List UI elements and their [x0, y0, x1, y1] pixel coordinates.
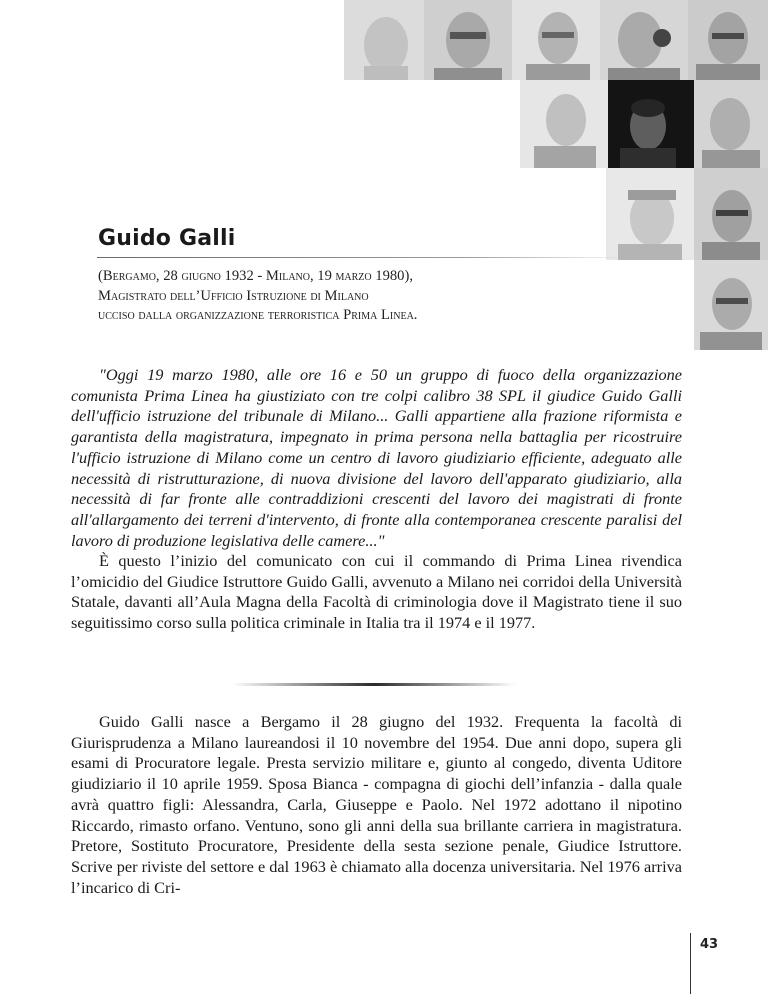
subtitle-line: ucciso dalla organizzazione terroristica Prima Linea. — [98, 307, 418, 323]
title-underline — [97, 257, 617, 258]
quote-block — [71, 365, 682, 551]
quote-text: "Oggi 19 marzo 1980, alle ore 16 e 50 un gruppo di fuoco della organizzazione comunista Prima Linea ha giustiziato con tre colpi calibro 38 SPL il giudice Guido Galli dell'ufficio istruzione del tribunale di Milano... Galli appartiene alla frazione riformista e garantista della magistratura, impegnato in prima persona nella battaglia per ricostruire l'ufficio istruzione di Milano come un centro di lavoro giudiziario efficiente, adeguato alle necessità di ristrutturazione, di nuova divisione del lavoro dell'apparato giudiziario, alla necessità di far fronte alle contraddizioni crescenti del lavoro dei magistrati di fronte all'allargamento dei terreni d'intervento, di fronte alla contemporanea crescente paralisi del lavoro di produzione legislativa delle camere..." — [71, 365, 682, 550]
page-title: Guido Galli — [98, 226, 236, 251]
portrait-photo — [344, 0, 424, 80]
subtitle-line: (Bergamo, 28 giugno 1932 - Milano, 19 marzo 1980), — [98, 268, 413, 284]
intro-paragraph: È questo l’inizio del comunicato con cui il commando di Prima Linea rivendica l’omicidio del Giudice Istruttore Guido Galli, avvenuto a Milano nei corridoi della Università Statale, davanti all’Aula Magna della Facoltà di criminologia dove il Magistrato tiene il suo seguitissimo corso sulla politica criminale in Italia tra il 1974 e il 1977. — [71, 551, 682, 633]
portrait-photo — [520, 80, 608, 168]
portrait-photo — [424, 0, 512, 80]
biography-paragraph: Guido Galli nasce a Bergamo il 28 giugno del 1932. Frequenta la facoltà di Giurisprudenza a Milano laureandosi il 10 novembre del 1954. Due anni dopo, supera gli esami di Procuratore legale. Presta servizio militare e, giunto al congedo, diventa Uditore giudiziario il 10 aprile 1959. Sposa Bianca - compagna di giochi dell’infanzia - dalla quale avrà quattro figli: Alessandra, Carla, Giuseppe e Paolo. Nel 1972 adottano il nipotino Riccardo, rimasto orfano. Ventuno, sono gli anni della sua brillante carriera in magistratura. Pretore, Sostituto Procuratore, Presidente della sesta sezione penale, Giudice Istruttore. Scrive per riviste del settore e dal 1963 è chiamato alla docenza universitaria. Nel 1976 arriva l’incarico di Cri- — [71, 712, 682, 897]
intro-paragraph-block — [71, 551, 682, 634]
section-divider — [232, 683, 516, 686]
biography-paragraph-block — [71, 712, 682, 898]
page-number-rule — [690, 933, 691, 994]
subtitle — [98, 267, 618, 326]
page-number: 43 — [700, 937, 719, 952]
portrait-photo — [600, 0, 688, 80]
subtitle-line: Magistrato dell’Ufficio Istruzione di Milano — [98, 287, 369, 304]
portrait-photo — [694, 260, 768, 350]
portrait-photo — [606, 168, 694, 260]
portrait-photo — [694, 168, 768, 260]
portrait-photo — [608, 80, 694, 168]
portrait-photo — [688, 0, 768, 80]
portrait-photo — [512, 0, 600, 80]
portrait-photo — [694, 80, 768, 168]
